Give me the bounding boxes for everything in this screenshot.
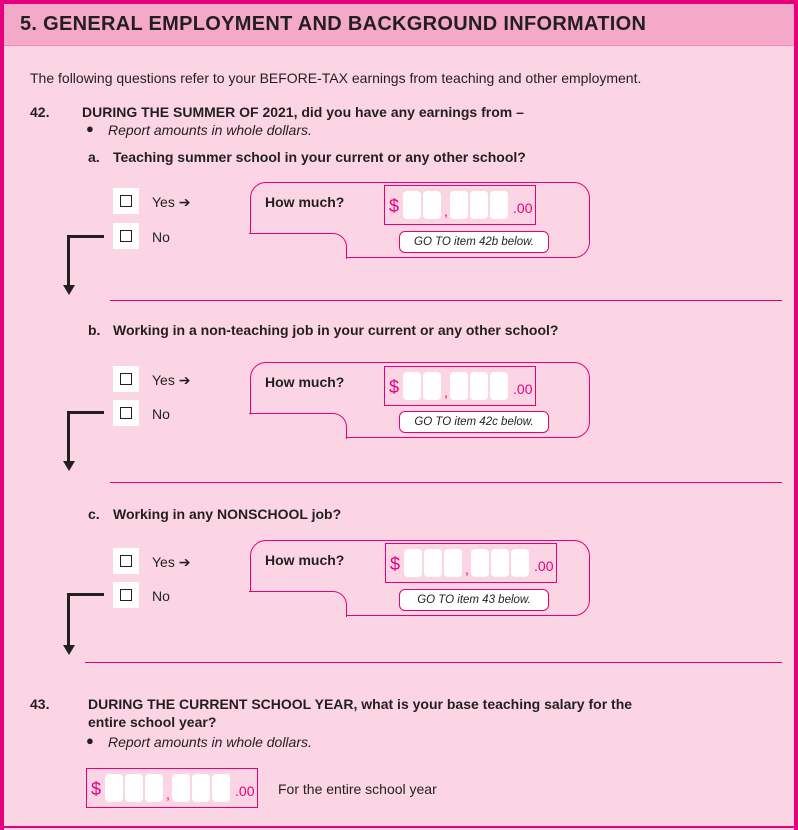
salary-input[interactable]: [86, 768, 258, 808]
currency-symbol: $: [389, 376, 400, 397]
item-letter: a.: [88, 149, 100, 165]
skip-arrow: [67, 411, 104, 414]
q43-number: 43.: [30, 696, 50, 712]
cents: .00: [513, 381, 533, 397]
yes-label: Yes ➔: [152, 554, 191, 570]
comma: ,: [166, 786, 170, 802]
no-checkbox[interactable]: [113, 582, 139, 608]
arrow-down-icon: [63, 645, 75, 655]
currency-symbol: $: [390, 553, 401, 574]
section-header: [4, 4, 794, 46]
salary-label: For the entire school year: [278, 781, 437, 797]
comma: ,: [465, 561, 469, 577]
arrow-down-icon: [63, 461, 75, 471]
q42-note: Report amounts in whole dollars.: [108, 122, 312, 138]
item-text: Working in a non-teaching job in your current or any other school?: [113, 322, 559, 338]
arrow-down-icon: [63, 285, 75, 295]
how-much-label: How much?: [265, 552, 345, 568]
item-text: Teaching summer school in your current or any other school?: [113, 149, 526, 165]
q43-note: Report amounts in whole dollars.: [108, 734, 312, 750]
currency-symbol: $: [389, 195, 400, 216]
comma: ,: [444, 203, 448, 219]
amount-input[interactable]: [384, 366, 536, 406]
skip-arrow-line: [67, 593, 70, 647]
q42-number: 42.: [30, 104, 50, 120]
skip-arrow: [67, 593, 104, 596]
yes-label: Yes ➔: [152, 372, 191, 388]
amount-input[interactable]: [385, 543, 557, 583]
item-letter: c.: [88, 506, 100, 522]
cents: .00: [513, 200, 533, 216]
yes-checkbox[interactable]: [113, 188, 139, 214]
amount-input[interactable]: [384, 185, 536, 225]
no-label: No: [152, 229, 170, 245]
q42-text: DURING THE SUMMER OF 2021, did you have any earnings from –: [82, 104, 524, 120]
no-checkbox[interactable]: [113, 223, 139, 249]
skip-arrow-line: [67, 411, 70, 463]
goto-instruction: GO TO item 42c below.: [399, 411, 549, 433]
yes-label: Yes ➔: [152, 194, 191, 210]
no-label: No: [152, 588, 170, 604]
no-checkbox[interactable]: [113, 400, 139, 426]
q42a: [0, 149, 798, 309]
apple-icon: ●: [86, 733, 94, 748]
goto-instruction: GO TO item 42b below.: [399, 231, 549, 253]
q43-text-line2: entire school year?: [88, 714, 217, 730]
q43-text-line1: DURING THE CURRENT SCHOOL YEAR, what is your base teaching salary for the: [88, 696, 633, 712]
divider: [110, 300, 782, 301]
skip-arrow-line: [67, 235, 70, 287]
apple-icon: ●: [86, 121, 94, 136]
currency-symbol: $: [91, 778, 102, 799]
cents: .00: [534, 558, 554, 574]
q42b: [0, 322, 798, 482]
skip-arrow: [67, 235, 104, 238]
no-label: No: [152, 406, 170, 422]
item-letter: b.: [88, 322, 101, 338]
yes-checkbox[interactable]: [113, 366, 139, 392]
bottom-divider: [4, 826, 794, 828]
how-much-label: How much?: [265, 194, 345, 210]
yes-checkbox[interactable]: [113, 548, 139, 574]
item-text: Working in any NONSCHOOL job?: [113, 506, 342, 522]
intro-text: The following questions refer to your BEFORE-TAX earnings from teaching and other employment.: [30, 70, 642, 86]
divider: [110, 482, 782, 483]
section-title: 5. GENERAL EMPLOYMENT AND BACKGROUND INFORMATION: [20, 13, 647, 35]
comma: ,: [444, 384, 448, 400]
cents: .00: [235, 783, 255, 799]
goto-instruction: GO TO item 43 below.: [399, 589, 549, 611]
how-much-label: How much?: [265, 374, 345, 390]
q42c: [0, 506, 798, 666]
divider: [85, 662, 782, 663]
